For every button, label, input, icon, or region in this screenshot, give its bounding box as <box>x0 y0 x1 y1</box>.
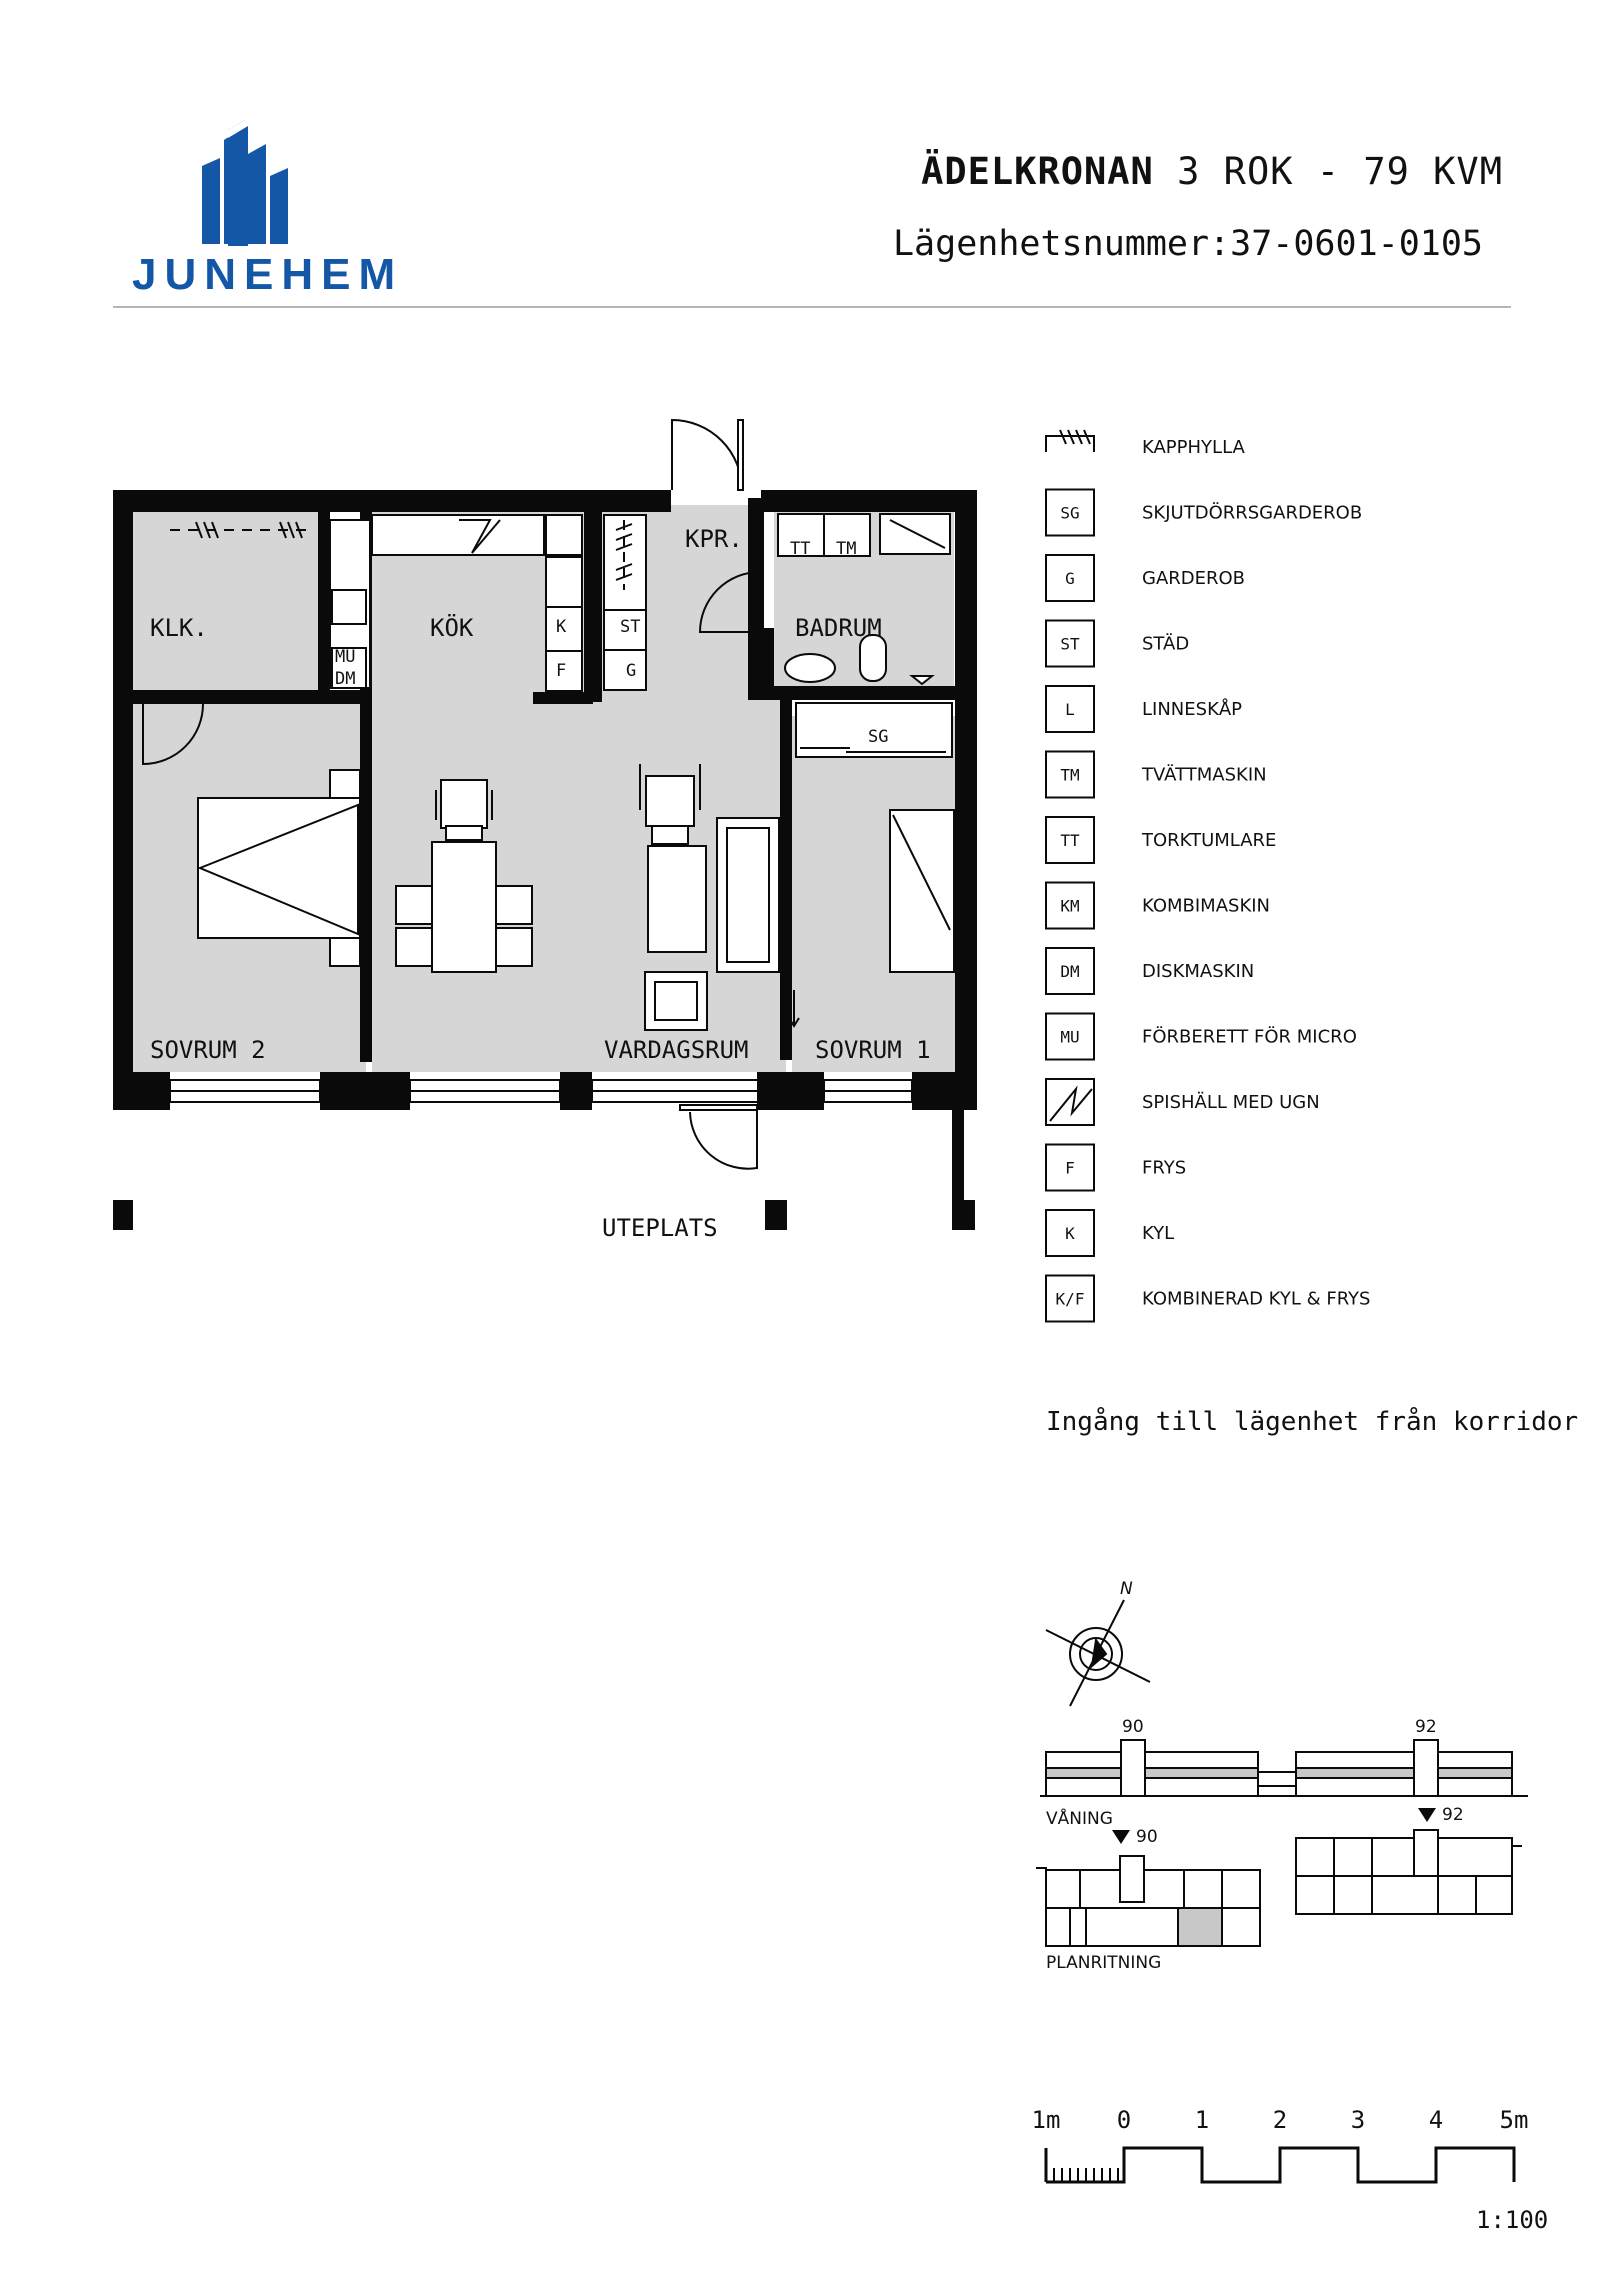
scale-tick-label: 0 <box>1116 2106 1132 2134</box>
legend-code: DM <box>1060 962 1080 981</box>
entrance-door <box>672 420 743 490</box>
legend-row <box>1046 817 1276 863</box>
apartment-type: 3 ROK - 79 KVM <box>1177 150 1503 193</box>
legend-code: MU <box>1060 1027 1080 1047</box>
plan-label: PLANRITNING <box>1046 1953 1162 1973</box>
fixture-st: ST <box>620 617 641 637</box>
legend-row <box>1046 1276 1370 1322</box>
room-label-kpr: KPR. <box>685 525 743 553</box>
scale-ratio: 1:100 <box>1476 2206 1549 2234</box>
elevation-view <box>1040 1740 1528 1796</box>
legend-row <box>1046 424 1246 470</box>
legend-code: TM <box>1060 765 1080 785</box>
legend-label: LINNESKÅP <box>1142 699 1243 720</box>
apartment-number: Lägenhetsnummer:37-0601-0105 <box>892 224 1483 264</box>
elevation-marker-b: 92 <box>1415 1717 1437 1737</box>
project-name: ÄDELKRONAN <box>921 150 1154 193</box>
legend-label: KOMBIMASKIN <box>1142 895 1271 917</box>
legend-row <box>1046 490 1362 536</box>
legend-code: G <box>1065 569 1075 588</box>
legend-row <box>1046 752 1267 798</box>
legend <box>1046 424 1370 1322</box>
fixture-mu: MU <box>335 647 356 667</box>
elevation-marker-a: 90 <box>1122 1717 1144 1737</box>
legend-code: K/F <box>1055 1289 1085 1309</box>
scale-tick-label: 1m <box>1031 2106 1061 2134</box>
fixture-g: G <box>626 661 637 681</box>
scale-tick-label: 5m <box>1499 2106 1529 2134</box>
fixture-tt: TT <box>790 539 811 559</box>
scale-tick-label: 1 <box>1194 2106 1210 2134</box>
fixture-k: K <box>556 617 567 637</box>
legend-label: DISKMASKIN <box>1142 961 1255 982</box>
scale-tick-label: 4 <box>1428 2106 1444 2134</box>
legend-code: SG <box>1060 503 1080 523</box>
room-label-badrum: BADRUM <box>795 614 882 642</box>
legend-label: GARDEROB <box>1142 568 1246 589</box>
floor-label: VÅNING <box>1046 1809 1113 1829</box>
fixture-dm: DM <box>335 669 356 689</box>
floor-plan <box>113 420 977 1242</box>
plan-marker-b: 92 <box>1442 1805 1464 1825</box>
fixture-tm: TM <box>836 539 857 559</box>
plan-marker-a: 90 <box>1136 1827 1158 1847</box>
room-label-vardagsrum: VARDAGSRUM <box>604 1036 749 1064</box>
scale-tick-label: 2 <box>1272 2106 1288 2134</box>
legend-code: L <box>1065 700 1075 719</box>
scale-tick-label: 3 <box>1350 2106 1366 2134</box>
room-label-sovrum-2: SOVRUM 2 <box>150 1036 266 1064</box>
legend-label: STÄD <box>1142 633 1190 655</box>
legend-code: KM <box>1060 896 1080 916</box>
legend-label: KAPPHYLLA <box>1142 437 1245 458</box>
north-compass-icon <box>1046 1600 1150 1706</box>
legend-label: KOMBINERAD KYL & FRYS <box>1142 1288 1371 1310</box>
legend-row <box>1046 948 1254 994</box>
legend-label: KYL <box>1142 1223 1175 1244</box>
legend-label: FÖRBERETT FÖR MICRO <box>1142 1026 1357 1048</box>
legend-code: K <box>1065 1224 1075 1243</box>
room-label-sovrum-1: SOVRUM 1 <box>815 1036 931 1064</box>
legend-row <box>1046 1079 1320 1125</box>
entrance-note: Ingång till lägenhet från korridor <box>1046 1407 1579 1437</box>
legend-row <box>1046 1014 1357 1060</box>
room-label-kok: KÖK <box>430 614 474 642</box>
legend-code: TT <box>1060 831 1080 850</box>
legend-code: ST <box>1060 634 1080 654</box>
north-label: N <box>1120 1579 1133 1599</box>
legend-row <box>1046 686 1242 732</box>
bed-sovrum-2 <box>198 770 360 966</box>
logo-wordmark: JUNEHEM <box>132 250 404 299</box>
legend-row <box>1046 1145 1186 1191</box>
legend-label: TORKTUMLARE <box>1142 830 1277 851</box>
legend-label: TVÄTTMASKIN <box>1142 764 1267 786</box>
key-plan <box>1036 1579 1528 1973</box>
legend-box <box>1046 424 1094 470</box>
fixture-sg: SG <box>868 727 889 747</box>
scale-bar <box>1032 2106 1549 2234</box>
legend-label: SKJUTDÖRRSGARDEROB <box>1142 502 1363 524</box>
balcony-door <box>680 1105 757 1169</box>
fixture-f: F <box>556 661 567 681</box>
room-label-uteplats: UTEPLATS <box>602 1214 718 1242</box>
bed-sovrum-1 <box>890 810 954 972</box>
legend-label: SPISHÄLL MED UGN <box>1142 1092 1320 1113</box>
legend-label: FRYS <box>1142 1157 1187 1179</box>
legend-row <box>1046 621 1189 667</box>
legend-row <box>1046 883 1270 929</box>
scale-bar-graphic <box>1046 2148 1514 2182</box>
legend-row <box>1046 555 1245 601</box>
room-label-klk: KLK. <box>150 614 208 642</box>
legend-code: F <box>1065 1158 1075 1178</box>
legend-row <box>1046 1210 1174 1256</box>
plan-view <box>1036 1830 1522 1946</box>
scale-ticks <box>1032 2106 1529 2134</box>
floor-fill <box>133 505 955 1072</box>
